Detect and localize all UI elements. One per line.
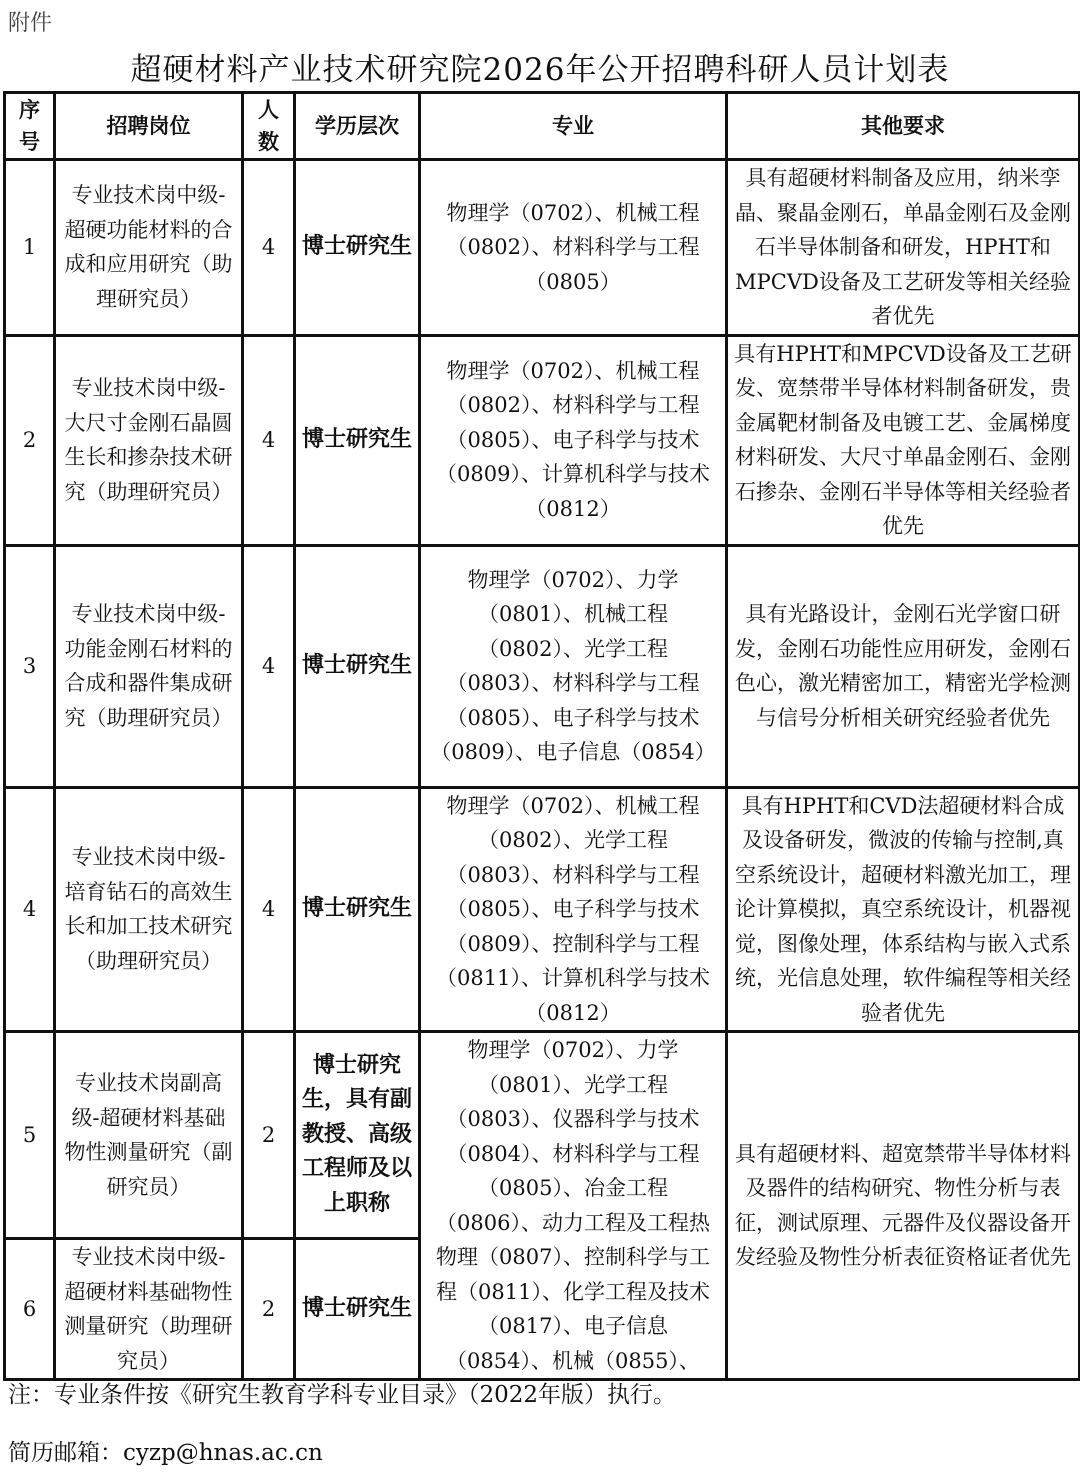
row-other-shared: 具有超硬材料、超宽禁带半导体材料及器件的结构研究、物性分析与表征，测试原理、元器件及仪器设备开发经验及物性分析表征资格证者优先 <box>727 1032 1080 1380</box>
footnote: 注：专业条件按《研究生教育学科专业目录》（2022年版）执行。 <box>8 1382 677 1408</box>
row-other: 具有超硬材料制备及应用，纳米孪晶、聚晶金刚石，单晶金刚石及金刚石半导体制备和研发，HPHT和MPCVD设备及工艺研发等相关经验者优先 <box>727 160 1080 336</box>
row-position: 专业技术岗副高级-超硬材料基础物性测量研究（副研究员） <box>55 1032 243 1239</box>
row-no: 4 <box>5 787 55 1032</box>
attachment-label: 附件 <box>8 11 53 36</box>
recruitment-plan-table <box>3 91 1080 1381</box>
row-no: 1 <box>5 160 55 336</box>
row-count: 2 <box>243 1239 295 1380</box>
row-position: 专业技术岗中级-功能金刚石材料的合成和器件集成研究（助理研究员） <box>55 545 243 787</box>
row-position: 专业技术岗中级-大尺寸金刚石晶圆生长和掺杂技术研究（助理研究员） <box>55 335 243 545</box>
table-header-row <box>5 93 1080 160</box>
header-position: 招聘岗位 <box>55 93 243 160</box>
row-major: 物理学（0702）、机械工程（0802）、光学工程（0803）、材料科学与工程（0805）、电子科学与技术（0809）、控制科学与工程（0811）、计算机科学与技术（0812） <box>420 787 727 1032</box>
row-level: 博士研究生 <box>295 545 420 787</box>
row-other: 具有HPHT和MPCVD设备及工艺研发、宽禁带半导体材料制备研发，贵金属靶材制备及电镀工艺、金属梯度材料研发、大尺寸单晶金刚石、金刚石掺杂、金刚石半导体等相关经验者优先 <box>727 335 1080 545</box>
row-level: 博士研究生 <box>295 335 420 545</box>
row-level: 博士研究生 <box>295 787 420 1032</box>
row-no: 2 <box>5 335 55 545</box>
row-level: 博士研究生 <box>295 1239 420 1380</box>
header-level: 学历层次 <box>295 93 420 160</box>
row-other: 具有光路设计，金刚石光学窗口研发，金刚石功能性应用研发，金刚石色心，激光精密加工，精密光学检测与信号分析相关研究经验者优先 <box>727 545 1080 787</box>
row-count: 4 <box>243 160 295 336</box>
row-major: 物理学（0702）、机械工程（0802）、材料科学与工程（0805） <box>420 160 727 336</box>
table-row <box>5 335 1080 545</box>
header-other: 其他要求 <box>727 93 1080 160</box>
table-row <box>5 545 1080 787</box>
header-major: 专业 <box>420 93 727 160</box>
row-level: 博士研究生 <box>295 160 420 336</box>
table-row <box>5 160 1080 336</box>
row-count: 4 <box>243 787 295 1032</box>
header-count: 人数 <box>243 93 295 160</box>
header-no: 序号 <box>5 93 55 160</box>
row-major: 物理学（0702）、机械工程（0802）、材料科学与工程（0805）、电子科学与技术（0809）、计算机科学与技术（0812） <box>420 335 727 545</box>
row-no: 6 <box>5 1239 55 1380</box>
page-title: 超硬材料产业技术研究院2026年公开招聘科研人员计划表 <box>130 52 950 88</box>
table-row <box>5 787 1080 1032</box>
row-position: 专业技术岗中级-超硬功能材料的合成和应用研究（助理研究员） <box>55 160 243 336</box>
row-position: 专业技术岗中级-培育钻石的高效生长和加工技术研究（助理研究员） <box>55 787 243 1032</box>
row-level: 博士研究生，具有副教授、高级工程师及以上职称 <box>295 1032 420 1239</box>
row-count: 4 <box>243 335 295 545</box>
row-major-shared: 物理学（0702）、力学（0801）、光学工程（0803）、仪器科学与技术（0804）、材料科学与工程（0805）、冶金工程（0806）、动力工程及工程热物理（0807）、控制科学与工程（0811）、化学工程及技术（0817）、电子信息（0854）、机械（0855）、 <box>420 1032 727 1380</box>
row-count: 4 <box>243 545 295 787</box>
row-no: 3 <box>5 545 55 787</box>
row-no: 5 <box>5 1032 55 1239</box>
row-position: 专业技术岗中级-超硬材料基础物性测量研究（助理研究员） <box>55 1239 243 1380</box>
row-count: 2 <box>243 1032 295 1239</box>
table-row <box>5 1032 1080 1239</box>
resume-email: 简历邮箱：cyzp@hnas.ac.cn <box>8 1440 323 1466</box>
row-other: 具有HPHT和CVD法超硬材料合成及设备研发，微波的传输与控制,真空系统设计，超硬材料激光加工，理论计算模拟，真空系统设计，机器视觉，图像处理，体系结构与嵌入式系统，光信息处理，软件编程等相关经验者优先 <box>727 787 1080 1032</box>
row-major: 物理学（0702）、力学（0801）、机械工程（0802）、光学工程（0803）、材料科学与工程（0805）、电子科学与技术（0809）、电子信息（0854） <box>420 545 727 787</box>
